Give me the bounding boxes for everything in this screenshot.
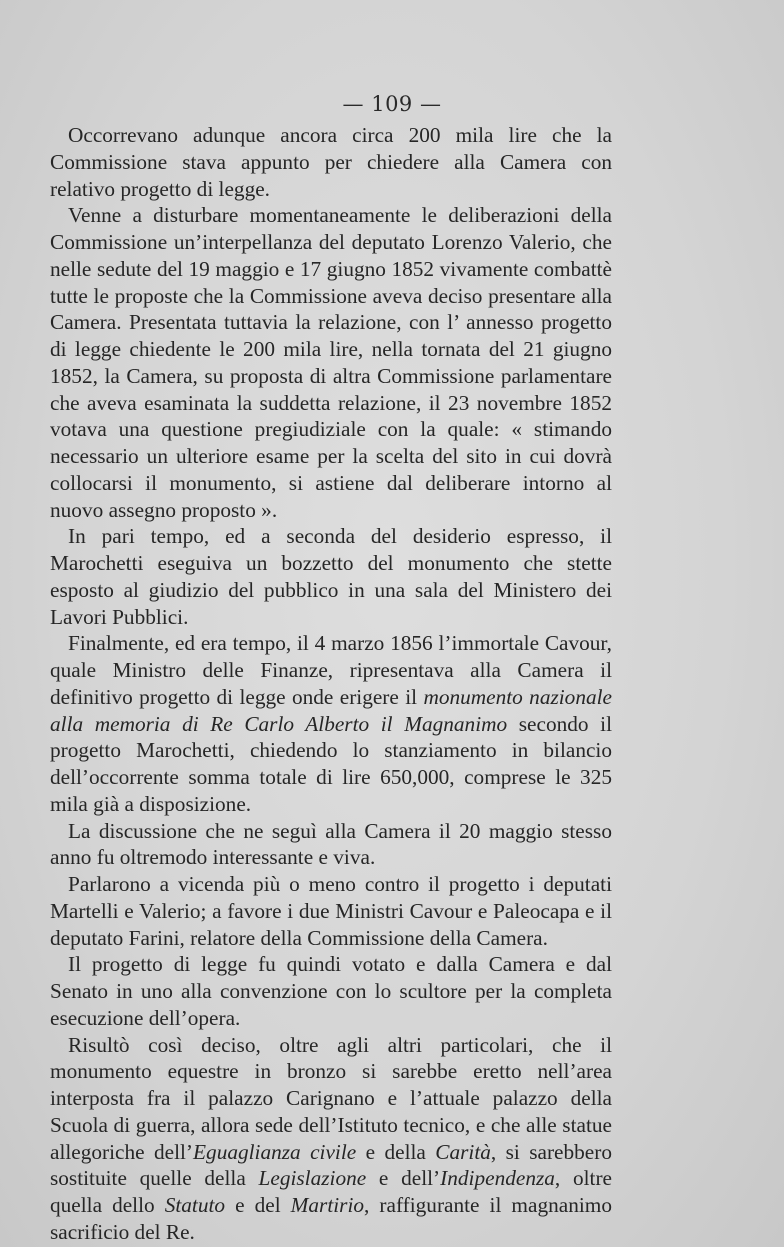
text-run: Occorrevano adunque ancora circa 200 mila lire che la Commissione stava appunto per chiedere alla Camera con relativo progetto di legge. — [50, 123, 612, 201]
italic-statue-name: Indipendenza — [440, 1166, 555, 1191]
paragraph — [50, 818, 612, 872]
italic-statue-name: Carità — [435, 1139, 491, 1164]
text-run: e della — [356, 1139, 436, 1164]
text-run: e del — [225, 1193, 291, 1217]
text-run: secondo il progetto Marochetti, chiedendo lo stanziamento in bilancio dell’occorrente somma totale di lire 650,000, comprese le 325 mila già a disposizione. — [50, 711, 612, 816]
text-run: Venne a disturbare momentaneamente le deliberazioni della Commissione un’interpellanza del deputato Lorenzo Valerio, che nelle sedute del 19 maggio e 17 giugno 1852 vivamente combattè tutte le proposte che la Commissione aveva deciso presentare alla Camera. Presentata tuttavia la relazione, con l’ annesso progetto di legge chiedente le 200 mila lire, nella tornata del 21 giugno 1852, la Camera, su proposta di altra Commissione parlamentare che aveva esaminata la suddetta relazione, il 23 novembre 1852 votava una questione pregiudiziale con la quale: « stimando necessario un ulteriore esame per la scelta del sito in cui dovrà collocarsi il monumento, si astiene dal deliberare intorno al nuovo assegno proposto ». — [50, 203, 612, 522]
text-run: , raffigurante il magnanimo sacrificio del Re. — [50, 1193, 612, 1244]
text-run: Risultò così deciso, oltre agli altri particolari, che il monumento equestre in bronzo si sarebbe eretto nell’area interposta fra il palazzo Carignano e l’attuale palazzo della Scuola di guerra, allora sede dell’Istituto tecnico, e che alle statue allegoriche dell’ — [50, 1032, 612, 1164]
text-run: Il progetto di legge fu quindi votato e dalla Camera e dal Senato in uno alla convenzione con lo scultore per la completa esecuzione dell’opera. — [50, 952, 612, 1030]
paragraph — [50, 871, 612, 951]
paragraph — [50, 1032, 612, 1246]
paragraph — [50, 630, 612, 817]
text-run: e dell’ — [366, 1166, 441, 1191]
italic-statue-name: Statuto — [164, 1193, 226, 1217]
paragraph — [50, 202, 612, 523]
italic-title: monumento nazionale alla memoria di Re Carlo Alberto il Magnanimo — [50, 684, 613, 736]
paragraph — [50, 523, 612, 630]
text-run: , oltre quella dello — [50, 1166, 612, 1217]
italic-statue-name: Martirio — [290, 1193, 365, 1217]
paragraph — [50, 122, 612, 202]
page-number: — 109 — — [342, 92, 442, 116]
body-text — [50, 122, 612, 1246]
text-run: Finalmente, ed era tempo, il 4 marzo 1856 l’immortale Cavour, quale Ministro delle Finanze, ripresentava alla Camera il definitivo progetto di legge onde erigere il — [50, 631, 612, 709]
italic-statue-name: Eguaglianza civile — [193, 1139, 357, 1164]
paragraph — [50, 951, 612, 1031]
text-run: La discussione che ne seguì alla Camera il 20 maggio stesso anno fu oltremodo interessante e viva. — [50, 818, 612, 870]
text-run: In pari tempo, ed a seconda del desiderio espresso, il Marochetti eseguiva un bozzetto del monumento che stette esposto al giudizio del pubblico in una sala del Ministero dei Lavori Pubblici. — [50, 524, 612, 629]
text-run: Parlarono a vicenda più o meno contro il progetto i deputati Martelli e Valerio; a favore i due Ministri Cavour e Paleocapa e il deputato Farini, relatore della Commissione della Camera. — [50, 872, 612, 950]
text-run: , si sarebbero sostituite quelle della — [50, 1139, 612, 1191]
italic-statue-name: Legislazione — [258, 1166, 367, 1191]
